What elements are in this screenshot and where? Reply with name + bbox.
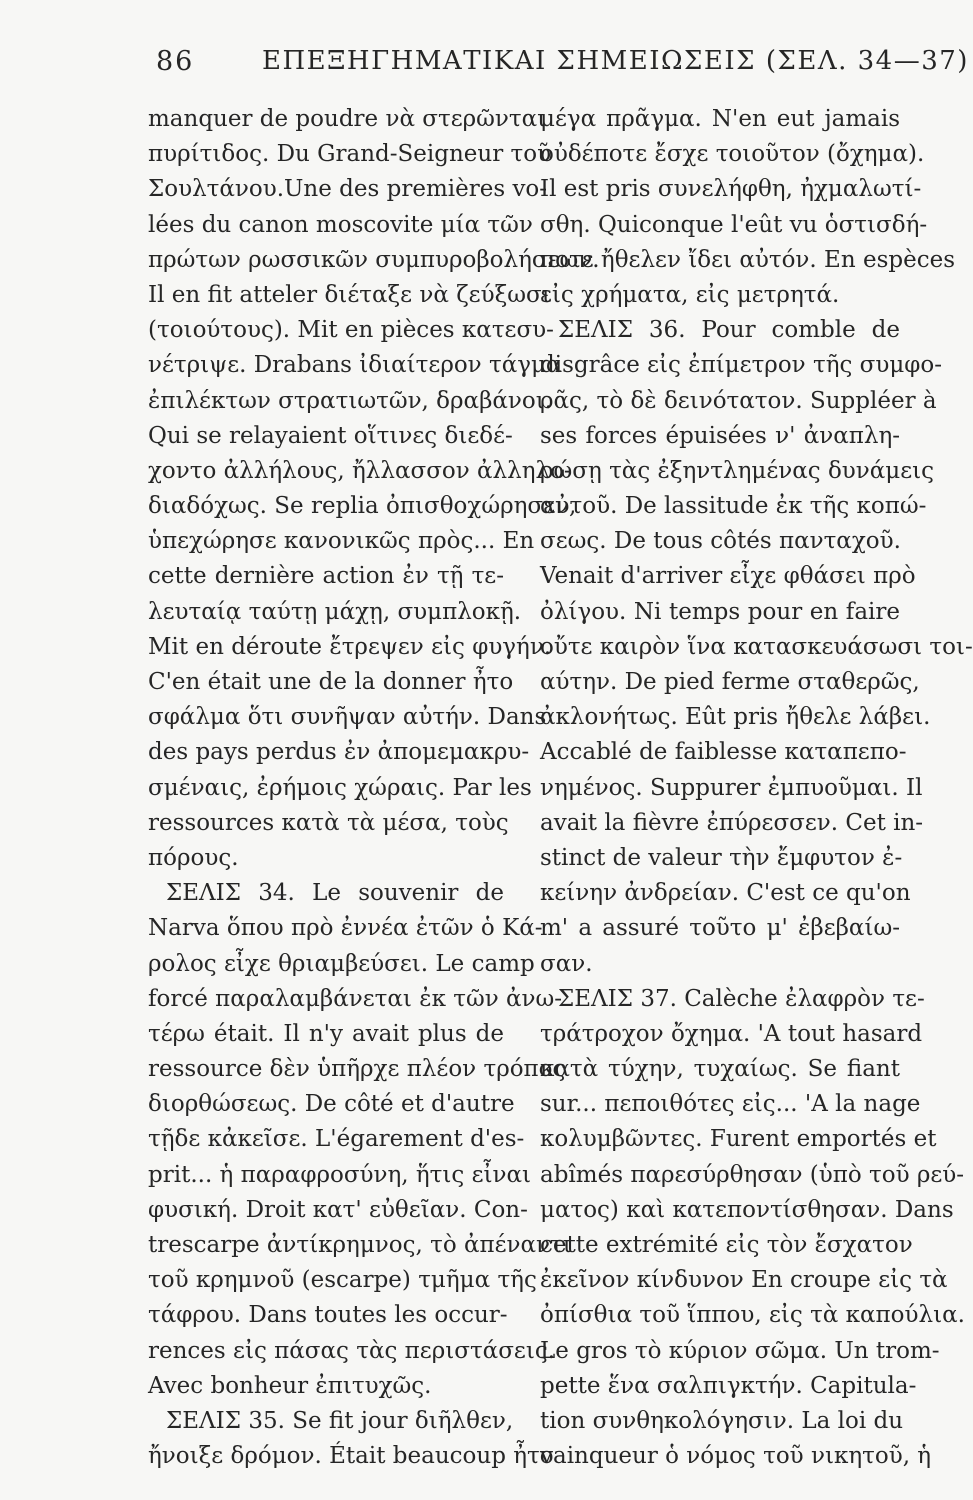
text-line: vainqueur ὁ νόμος τοῦ νικητοῦ, ἡ xyxy=(540,1443,932,1470)
right-column xyxy=(540,102,973,1474)
text-line: κολυμβῶντες. Furent emportés et xyxy=(540,1126,937,1153)
text-line: tion συνθηκολόγησιν. La loi du xyxy=(540,1407,904,1434)
text-line: ρώσῃ τὰς ἐξηντλημένας δυνάμεις xyxy=(540,457,935,484)
text-line: ὀπίσθια τοῦ ἵππου, εἰς τὰ καπούλια. xyxy=(540,1302,965,1329)
text-line: ressources κατὰ τὰ μέσα, τοὺς xyxy=(148,809,509,836)
text-line: αύτην. De pied ferme σταθερῶς, xyxy=(540,669,920,695)
text-line: διαδόχως. Se replia ὀπισθοχώρησεν, xyxy=(148,493,577,520)
text-line: πόρους. xyxy=(148,844,239,871)
text-line: τέρω était. Il n'y avait plus de xyxy=(148,1020,504,1047)
text-line: Il est pris συνελήφθη, ἠχμαλωτί- xyxy=(540,176,922,203)
text-line: Mit en déroute ἔτρεψεν εἰς φυγήν. xyxy=(148,633,552,660)
text-line: rences εἰς πάσας τὰς περιστάσεις. xyxy=(148,1337,556,1364)
section-heading-line: ΣΕΛΙΣ 37. Calèche ἐλαφρὸν τε- xyxy=(558,985,925,1012)
text-line: πρώτων ρωσσικῶν συμπυροβολήσεων. xyxy=(148,246,600,273)
text-line: ἐπιλέκτων στρατιωτῶν, δραβάνοι. xyxy=(148,387,553,414)
text-line: pette ἕνα σαλπιγκτήν. Capitula- xyxy=(540,1372,917,1399)
section-heading-line: ΣΕΛΙΣ 36. Pour comble de xyxy=(558,317,900,344)
text-line: λευταίᾳ ταύτῃ μάχῃ, συμπλοκῇ. xyxy=(148,598,522,625)
text-line: C'en était une de la donner ἦτο xyxy=(148,669,514,695)
text-line: (τοιούτους). Mit en pièces κατεσυ- xyxy=(148,317,554,344)
text-line: οὐδέποτε ἔσχε τοιοῦτον (ὄχημα). xyxy=(540,141,925,168)
text-line: m' a assuré τοῦτο μ' ἐβεβαίω- xyxy=(540,915,900,942)
text-line: abîmés παρεσύρθησαν (ὑπὸ τοῦ ρεύ- xyxy=(540,1161,965,1188)
text-line: Qui se relayaient οἵτινες διεδέ- xyxy=(148,422,513,449)
text-line: Venait d'arriver εἶχε φθάσει πρὸ xyxy=(540,563,916,590)
text-line: φυσική. Droit κατ' εὐθεῖαν. Con- xyxy=(148,1196,528,1223)
text-line: sur... πεποιθότες εἰς... 'A la nage xyxy=(540,1091,921,1118)
text-line: νέτριψε. Drabans ἰδιαίτερον τάγμα xyxy=(148,352,562,379)
text-line: ressource δὲν ὑπῆρχε πλέον τρόπος xyxy=(148,1056,566,1083)
text-line: avait la fièvre ἐπύρεσσεν. Cet in- xyxy=(540,809,924,836)
text-line: ἀκλονήτως. Eût pris ἤθελε λάβει. xyxy=(540,704,931,731)
page-number: 86 xyxy=(156,46,195,77)
text-line: manquer de poudre νὰ στερῶνται xyxy=(148,106,547,132)
text-line: οὔτε καιρὸν ἵνα κατασκευάσωσι τοι- xyxy=(540,633,973,660)
text-line: ses forces épuisées ν' ἀναπλη- xyxy=(540,422,900,449)
text-line: διορθώσεως. De côté et d'autre xyxy=(148,1091,515,1118)
section-heading-line: ΣΕΛΙΣ 34. Le souvenir de xyxy=(166,880,504,907)
text-line: μέγα πρᾶγμα. N'en eut jamais xyxy=(540,106,900,132)
text-line: Le gros τὸ κύριον σῶμα. Un trom- xyxy=(540,1337,940,1364)
text-line: κατὰ τύχην, τυχαίως. Se fiant xyxy=(540,1056,900,1083)
text-line: τράτροχον ὄχημα. 'A tout hasard xyxy=(540,1020,923,1047)
running-title: ΕΠΕΞΗΓΗΜΑΤΙΚΑΙ ΣΗΜΕΙΩΣΕΙΣ (ΣΕΛ. 34—37) xyxy=(262,46,969,76)
text-line: ματος) καὶ κατεποντίσθησαν. Dans xyxy=(540,1196,954,1223)
text-line: cette extrémité εἰς τὸν ἔσχατον xyxy=(540,1232,913,1258)
text-line: πυρίτιδος. Du Grand-Seigneur τοῦ xyxy=(148,141,552,168)
text-line: ὀλίγου. Ni temps pour en faire xyxy=(540,598,900,625)
text-line: des pays perdus ἐν ἀπομεμακρυ- xyxy=(148,739,530,766)
text-line: σφάλμα ὅτι συνῆψαν αὐτήν. Dans xyxy=(148,704,547,731)
text-line: σμέναις, ἐρήμοις χώραις. Par les xyxy=(148,774,532,801)
text-line: ἤνοιξε δρόμον. Était beaucoup ἦτο xyxy=(148,1443,554,1470)
section-heading-line: ΣΕΛΙΣ 35. Se fit jour διῆλθεν, xyxy=(166,1407,514,1434)
text-line: forcé παραλαμβάνεται ἐκ τῶν ἀνω- xyxy=(148,985,563,1012)
text-line: τῇδε κἀκεῖσε. L'égarement d'es- xyxy=(148,1126,525,1153)
text-line: νημένος. Suppurer ἐμπυοῦμαι. Il xyxy=(540,774,923,801)
text-line: τάφρου. Dans toutes les occur- xyxy=(148,1302,508,1329)
text-line: Σουλτάνου.Une des premières vo- xyxy=(148,176,548,203)
text-line: ὑπεχώρησε κανονικῶς πρὸς... En xyxy=(148,528,535,555)
text-line: trescarpe ἀντίκρημνος, τὸ ἀπέναντι xyxy=(148,1232,572,1258)
text-line: σεως. De tous côtés πανταχοῦ. xyxy=(540,528,901,555)
text-line: Avec bonheur ἐπιτυχῶς. xyxy=(148,1372,432,1399)
text-line: τοῦ κρημνοῦ (escarpe) τμῆμα τῆς xyxy=(148,1267,537,1294)
text-line: Narva ὅπου πρὸ ἐννέα ἐτῶν ὁ Κά- xyxy=(148,915,543,942)
text-line: ρᾶς, τὸ δὲ δεινότατον. Suppléer à xyxy=(540,387,937,414)
text-line: ποτε ἤθελεν ἴδει αὐτόν. En espèces xyxy=(540,246,955,273)
text-line: cette dernière action ἐν τῇ τε- xyxy=(148,563,504,590)
text-line: εἰς χρήματα, εἰς μετρητά. xyxy=(540,281,840,308)
text-line: ἐκεῖνον κίνδυνον En croupe εἰς τὰ xyxy=(540,1267,948,1294)
text-line: disgrâce εἰς ἐπίμετρον τῆς συμφο- xyxy=(540,352,943,379)
text-line: αὐτοῦ. De lassitude ἐκ τῆς κοπώ- xyxy=(540,493,927,520)
text-line: Accablé de faiblesse καταπεπο- xyxy=(540,739,907,766)
text-line: σαν. xyxy=(540,950,593,977)
text-line: Il en fit atteler διέταξε νὰ ζεύξωσι xyxy=(148,281,551,308)
text-line: κείνην ἀνδρείαν. C'est ce qu'on xyxy=(540,880,911,907)
text-line: σθη. Quiconque l'eût vu ὁστισδή- xyxy=(540,211,928,238)
text-line: stinct de valeur τὴν ἔμφυτον ἐ- xyxy=(540,844,903,871)
text-line: ρολος εἶχε θριαμβεύσει. Le camp xyxy=(148,950,535,977)
text-line: prit... ἡ παραφροσύνη, ἥτις εἶναι xyxy=(148,1161,532,1188)
text-line: χοντο ἀλλήλους, ἤλλασσον ἀλληλο- xyxy=(148,457,572,484)
text-line: lées du canon moscovite μία τῶν xyxy=(148,211,533,238)
running-head xyxy=(0,44,969,84)
